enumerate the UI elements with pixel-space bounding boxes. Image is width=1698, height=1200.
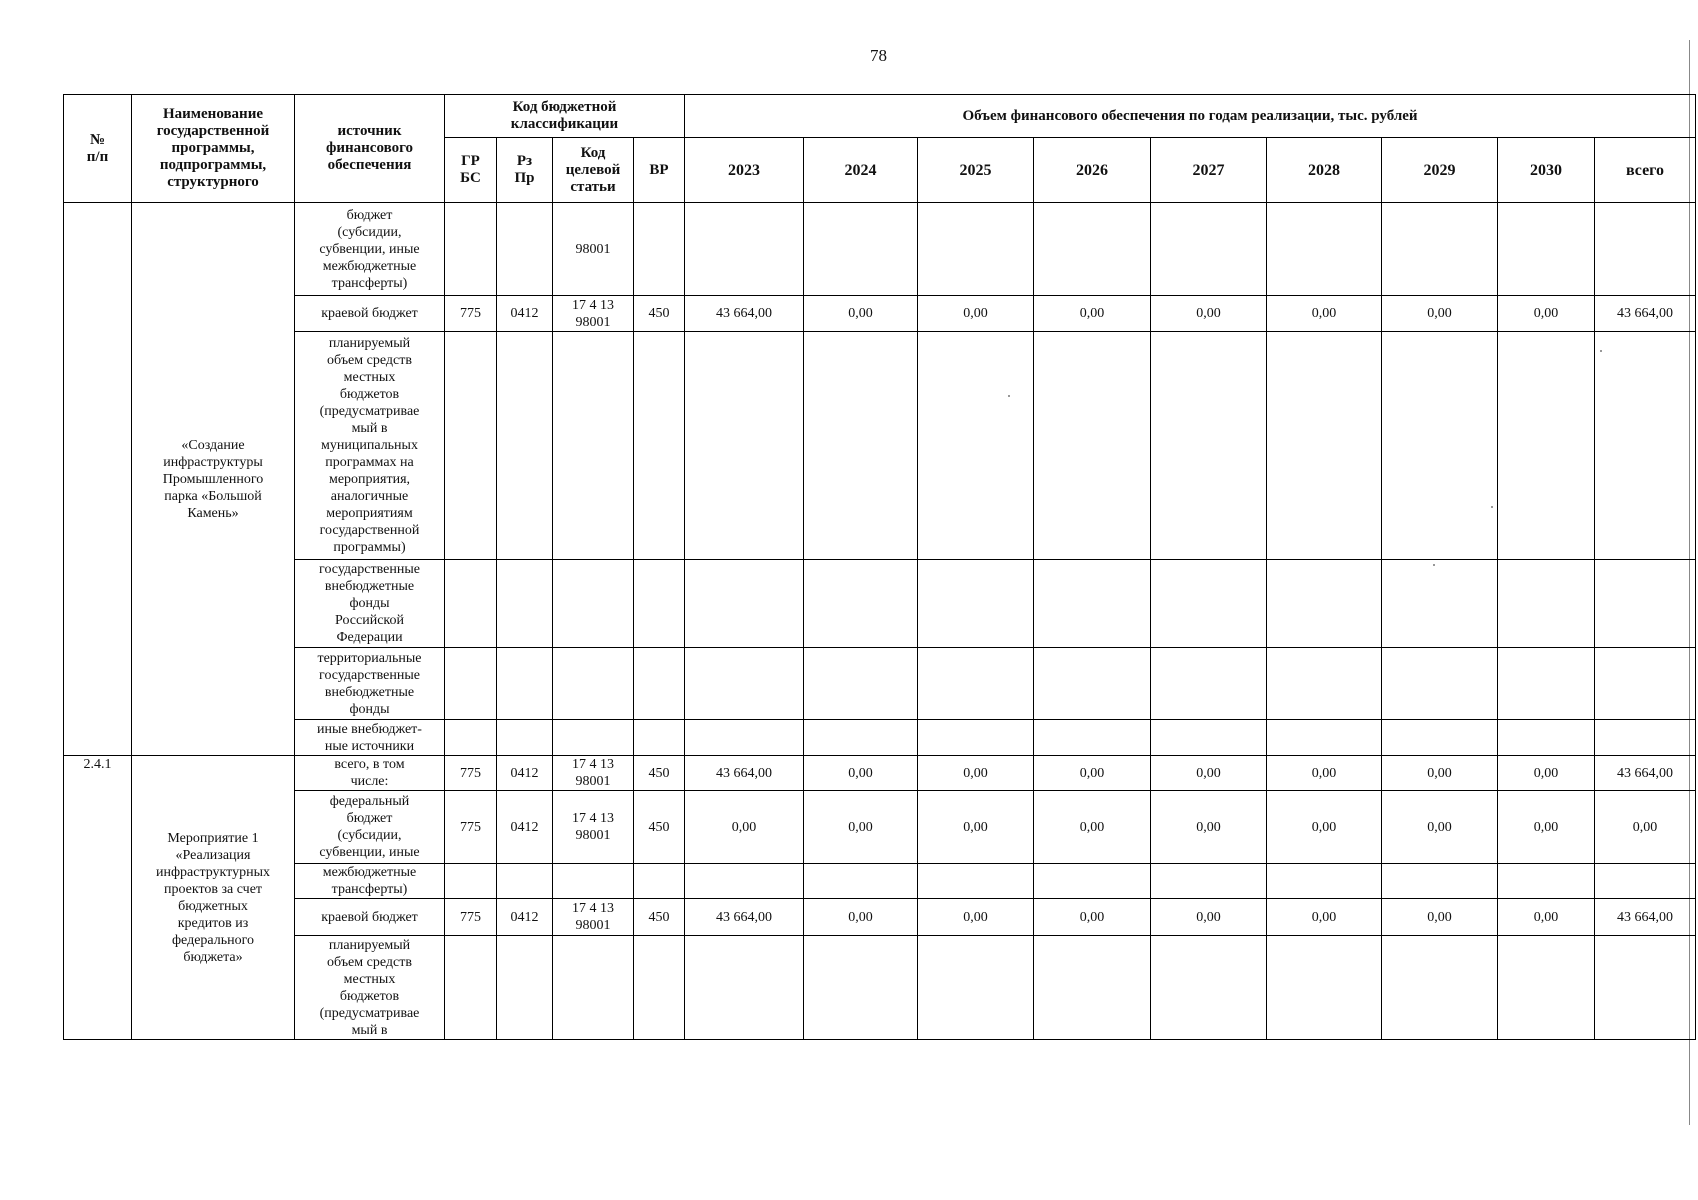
grbs-code: 775 — [445, 756, 497, 791]
grbs-code — [445, 332, 497, 560]
target-article-code: 17 4 13 98001 — [553, 899, 634, 936]
amount-2027: 0,00 — [1151, 296, 1267, 332]
amount-2029 — [1382, 332, 1498, 560]
rzpr-code — [497, 332, 553, 560]
amount-total — [1595, 720, 1696, 756]
funding-source: иные внебюджет- ные источники — [295, 720, 445, 756]
amount-2024 — [804, 720, 918, 756]
amount-2030 — [1498, 560, 1595, 648]
amount-2030 — [1498, 203, 1595, 296]
amount-2025: 0,00 — [918, 756, 1034, 791]
header-year-2023: 2023 — [685, 138, 804, 203]
target-article-code: 17 4 13 98001 — [553, 756, 634, 791]
grbs-code — [445, 864, 497, 899]
amount-2025: 0,00 — [918, 791, 1034, 864]
amount-2030: 0,00 — [1498, 756, 1595, 791]
row-number: 2.4.1 — [64, 756, 132, 1040]
header-year-2028: 2028 — [1267, 138, 1382, 203]
header-year-2027: 2027 — [1151, 138, 1267, 203]
amount-2028 — [1267, 720, 1382, 756]
funding-source: всего, в том числе: — [295, 756, 445, 791]
amount-2028 — [1267, 864, 1382, 899]
amount-2026 — [1034, 864, 1151, 899]
amount-2026: 0,00 — [1034, 756, 1151, 791]
amount-2027 — [1151, 560, 1267, 648]
amount-total: 43 664,00 — [1595, 756, 1696, 791]
vr-code — [634, 936, 685, 1040]
header-year-2024: 2024 — [804, 138, 918, 203]
amount-total — [1595, 936, 1696, 1040]
vr-code — [634, 332, 685, 560]
amount-2028: 0,00 — [1267, 296, 1382, 332]
header-rzpr: Рз Пр — [497, 138, 553, 203]
amount-2027: 0,00 — [1151, 899, 1267, 936]
amount-2028 — [1267, 648, 1382, 720]
program-name: Мероприятие 1 «Реализация инфраструктурных проектов за счет бюджетных кредитов из федерального бюджета» — [132, 756, 295, 1040]
vr-code — [634, 864, 685, 899]
vr-code — [634, 648, 685, 720]
amount-2029: 0,00 — [1382, 296, 1498, 332]
grbs-code: 775 — [445, 899, 497, 936]
amount-2026 — [1034, 720, 1151, 756]
amount-2024 — [804, 203, 918, 296]
amount-2023: 43 664,00 — [685, 296, 804, 332]
table-row — [64, 756, 1696, 791]
header-target-code: Код целевой статьи — [553, 138, 634, 203]
funding-source: межбюджетные трансферты) — [295, 864, 445, 899]
amount-2024: 0,00 — [804, 756, 918, 791]
table-row — [64, 560, 1696, 648]
rzpr-code — [497, 936, 553, 1040]
amount-2030 — [1498, 864, 1595, 899]
funding-source: планируемый объем средств местных бюджетов (предусматривае мый в муниципальных программах на мероприятия, аналогичные мероприятиям государственной программы) — [295, 332, 445, 560]
header-program-name: Наименование государственной программы, подпрограммы, структурного — [132, 95, 295, 203]
grbs-code — [445, 648, 497, 720]
amount-2029 — [1382, 648, 1498, 720]
amount-2025 — [918, 203, 1034, 296]
table-row — [64, 332, 1696, 560]
target-article-code: 17 4 13 98001 — [553, 296, 634, 332]
amount-2029: 0,00 — [1382, 756, 1498, 791]
amount-2025 — [918, 720, 1034, 756]
amount-2025 — [918, 936, 1034, 1040]
amount-2025 — [918, 864, 1034, 899]
target-article-code: 98001 — [553, 203, 634, 296]
amount-2028 — [1267, 203, 1382, 296]
amount-2024: 0,00 — [804, 791, 918, 864]
vr-code — [634, 720, 685, 756]
header-vr: ВР — [634, 138, 685, 203]
amount-2030: 0,00 — [1498, 296, 1595, 332]
amount-2023 — [685, 720, 804, 756]
amount-2024 — [804, 560, 918, 648]
amount-2030 — [1498, 332, 1595, 560]
amount-2026 — [1034, 332, 1151, 560]
amount-total — [1595, 648, 1696, 720]
table-row — [64, 899, 1696, 936]
amount-2026: 0,00 — [1034, 296, 1151, 332]
amount-2025 — [918, 560, 1034, 648]
target-article-code: 17 4 13 98001 — [553, 791, 634, 864]
amount-2026 — [1034, 560, 1151, 648]
rzpr-code — [497, 720, 553, 756]
funding-source: планируемый объем средств местных бюджетов (предусматривае мый в — [295, 936, 445, 1040]
amount-2028: 0,00 — [1267, 791, 1382, 864]
funding-source: бюджет (субсидии, субвенции, иные межбюджетные трансферты) — [295, 203, 445, 296]
table-row — [64, 720, 1696, 756]
header-year-2029: 2029 — [1382, 138, 1498, 203]
rzpr-code — [497, 560, 553, 648]
program-name: «Создание инфраструктуры Промышленного парка «Большой Камень» — [132, 203, 295, 756]
amount-2029 — [1382, 203, 1498, 296]
amount-2023: 0,00 — [685, 791, 804, 864]
amount-total: 43 664,00 — [1595, 899, 1696, 936]
amount-2027: 0,00 — [1151, 756, 1267, 791]
amount-2023 — [685, 560, 804, 648]
amount-2026: 0,00 — [1034, 791, 1151, 864]
target-article-code — [553, 936, 634, 1040]
amount-2026 — [1034, 936, 1151, 1040]
rzpr-code — [497, 203, 553, 296]
grbs-code — [445, 936, 497, 1040]
amount-2030 — [1498, 936, 1595, 1040]
page-number: 78 — [870, 46, 887, 65]
grbs-code — [445, 720, 497, 756]
amount-2029 — [1382, 720, 1498, 756]
vr-code: 450 — [634, 756, 685, 791]
amount-2023: 43 664,00 — [685, 756, 804, 791]
header-number: № п/п — [64, 95, 132, 203]
rzpr-code — [497, 864, 553, 899]
target-article-code — [553, 332, 634, 560]
amount-2027 — [1151, 720, 1267, 756]
amount-2026: 0,00 — [1034, 899, 1151, 936]
rzpr-code — [497, 648, 553, 720]
table-header — [64, 95, 1696, 203]
table-body — [64, 203, 1696, 1040]
amount-2025 — [918, 332, 1034, 560]
grbs-code — [445, 203, 497, 296]
header-grbs: ГР БС — [445, 138, 497, 203]
target-article-code — [553, 560, 634, 648]
target-article-code — [553, 864, 634, 899]
table-row — [64, 648, 1696, 720]
amount-total — [1595, 203, 1696, 296]
rzpr-code: 0412 — [497, 899, 553, 936]
rzpr-code: 0412 — [497, 756, 553, 791]
header-year-2026: 2026 — [1034, 138, 1151, 203]
header-budget-code: Код бюджетной классификации — [445, 95, 685, 138]
amount-2027 — [1151, 936, 1267, 1040]
vr-code — [634, 560, 685, 648]
amount-2029: 0,00 — [1382, 791, 1498, 864]
amount-2026 — [1034, 648, 1151, 720]
table-row — [64, 296, 1696, 332]
amount-total — [1595, 332, 1696, 560]
amount-2027 — [1151, 332, 1267, 560]
amount-2026 — [1034, 203, 1151, 296]
funding-source: федеральный бюджет (субсидии, субвенции, иные — [295, 791, 445, 864]
amount-2023 — [685, 648, 804, 720]
funding-source: государственные внебюджетные фонды Российской Федерации — [295, 560, 445, 648]
rzpr-code: 0412 — [497, 296, 553, 332]
grbs-code — [445, 560, 497, 648]
target-article-code — [553, 648, 634, 720]
amount-2024 — [804, 864, 918, 899]
header-volume: Объем финансового обеспечения по годам реализации, тыс. рублей — [685, 95, 1696, 138]
amount-2028 — [1267, 560, 1382, 648]
funding-source: краевой бюджет — [295, 296, 445, 332]
table-row — [64, 791, 1696, 864]
amount-2023 — [685, 332, 804, 560]
amount-2025 — [918, 648, 1034, 720]
amount-total — [1595, 560, 1696, 648]
table-row — [64, 203, 1696, 296]
financing-table — [63, 94, 1696, 1040]
amount-2028 — [1267, 936, 1382, 1040]
header-year-2025: 2025 — [918, 138, 1034, 203]
amount-2024: 0,00 — [804, 899, 918, 936]
target-article-code — [553, 720, 634, 756]
header-total: всего — [1595, 138, 1696, 203]
amount-2029: 0,00 — [1382, 899, 1498, 936]
amount-2029 — [1382, 864, 1498, 899]
vr-code: 450 — [634, 899, 685, 936]
amount-2024: 0,00 — [804, 296, 918, 332]
rzpr-code: 0412 — [497, 791, 553, 864]
funding-source: краевой бюджет — [295, 899, 445, 936]
header-year-2030: 2030 — [1498, 138, 1595, 203]
table-row — [64, 864, 1696, 899]
amount-2024 — [804, 936, 918, 1040]
amount-2027 — [1151, 203, 1267, 296]
amount-2023 — [685, 864, 804, 899]
amount-2030: 0,00 — [1498, 899, 1595, 936]
amount-total: 43 664,00 — [1595, 296, 1696, 332]
amount-2028 — [1267, 332, 1382, 560]
amount-2024 — [804, 648, 918, 720]
amount-total: 0,00 — [1595, 791, 1696, 864]
amount-total — [1595, 864, 1696, 899]
vr-code — [634, 203, 685, 296]
amount-2025: 0,00 — [918, 296, 1034, 332]
row-number — [64, 203, 132, 756]
amount-2023 — [685, 203, 804, 296]
grbs-code: 775 — [445, 296, 497, 332]
amount-2025: 0,00 — [918, 899, 1034, 936]
amount-2030 — [1498, 720, 1595, 756]
vr-code: 450 — [634, 791, 685, 864]
table-row — [64, 936, 1696, 1040]
amount-2023 — [685, 936, 804, 1040]
amount-2027 — [1151, 648, 1267, 720]
amount-2027: 0,00 — [1151, 791, 1267, 864]
amount-2030 — [1498, 648, 1595, 720]
amount-2023: 43 664,00 — [685, 899, 804, 936]
amount-2024 — [804, 332, 918, 560]
amount-2028: 0,00 — [1267, 756, 1382, 791]
funding-source: территориальные государственные внебюджетные фонды — [295, 648, 445, 720]
amount-2030: 0,00 — [1498, 791, 1595, 864]
vr-code: 450 — [634, 296, 685, 332]
header-source: источник финансового обеспечения — [295, 95, 445, 203]
amount-2029 — [1382, 560, 1498, 648]
amount-2028: 0,00 — [1267, 899, 1382, 936]
grbs-code: 775 — [445, 791, 497, 864]
amount-2027 — [1151, 864, 1267, 899]
amount-2029 — [1382, 936, 1498, 1040]
